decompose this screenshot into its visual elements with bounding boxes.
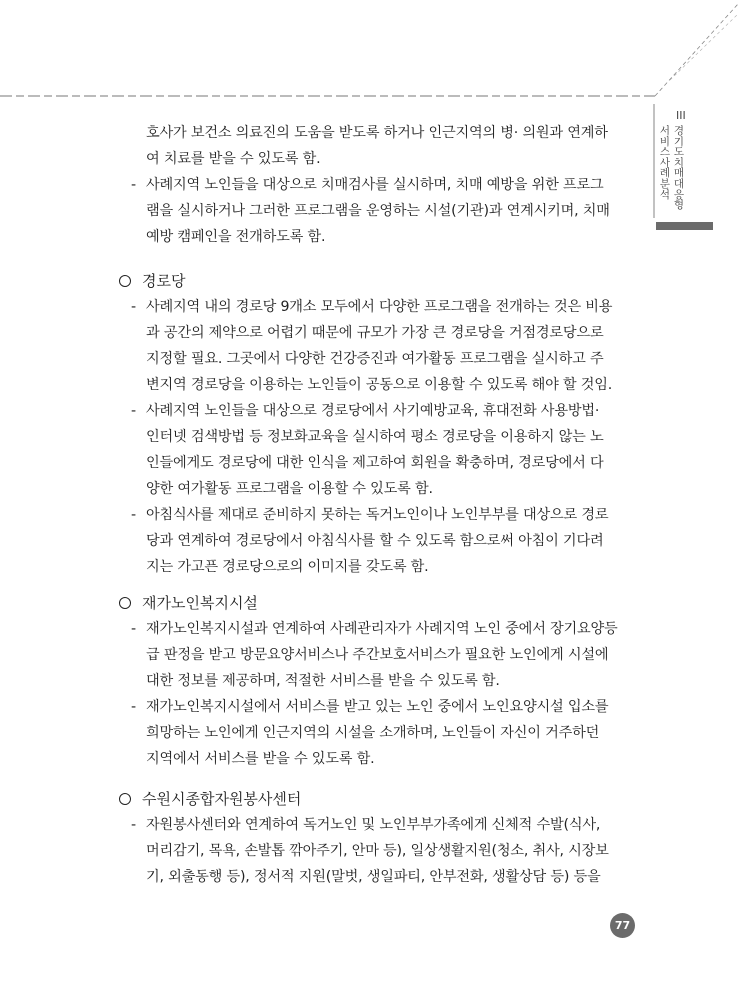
section-circle-icon	[119, 793, 131, 805]
dash-bullet: -	[131, 177, 137, 193]
text-line: 아침식사를 제대로 준비하지 못하는 독거노인이나 노인부부를 대상으로 경로	[146, 507, 609, 523]
section-circle-icon	[119, 597, 131, 609]
text-line: 인들에게도 경로당에 대한 인식을 제고하여 회원을 확충하며, 경로당에서 다	[146, 455, 604, 471]
text-line: 변지역 경로당을 이용하는 노인들이 공동으로 이용할 수 있도록 해야 할 것임.	[146, 377, 613, 393]
section-circle-icon	[119, 275, 131, 287]
text-line: 지역에서 서비스를 받을 수 있도록 함.	[146, 751, 375, 767]
text-line: 머리감기, 목욕, 손발톱 깎아주기, 안마 등), 일상생활지원(청소, 취사, 시장보	[146, 843, 609, 859]
section-heading: 수원시종합자원봉사센터	[142, 790, 302, 808]
dash-bullet: -	[131, 699, 137, 715]
text-line: 과 공간의 제약으로 어렵기 때문에 규모가 가장 큰 경로당을 거점경로당으로	[146, 325, 604, 341]
text-line: 양한 여가활동 프로그램을 이용할 수 있도록 함.	[146, 481, 433, 497]
section-heading: 경로당	[142, 272, 186, 290]
text-line: 재가노인복지시설과 연계하여 사례관리자가 사례지역 노인 중에서 장기요양등	[146, 621, 618, 637]
text-line: 사례지역 노인들을 대상으로 치매검사를 실시하며, 치매 예방을 위한 프로그	[146, 177, 604, 193]
text-line: 호사가 보건소 의료진의 도움을 받도록 하거나 인근지역의 병· 의원과 연계하	[146, 125, 608, 141]
text-line: 지정할 필요. 그곳에서 다양한 건강증진과 여가활동 프로그램을 실시하고 주	[146, 351, 604, 367]
text-line: 지는 가고픈 경로당으로의 이미지를 갖도록 함.	[146, 559, 429, 575]
chapter-number: III	[676, 109, 686, 122]
page-number: 77	[610, 913, 635, 938]
text-line: 사례지역 노인들을 대상으로 경로당에서 사기예방교육, 휴대전화 사용방법·	[146, 403, 600, 419]
dash-bullet: -	[131, 403, 137, 419]
dash-bullet: -	[131, 507, 137, 523]
chapter-bar	[656, 222, 713, 230]
chapter-title-line1: 경기도치매대응형	[673, 125, 685, 212]
text-line: 램을 실시하거나 그러한 프로그램을 운영하는 시설(기관)과 연계시키며, 치매	[146, 203, 610, 219]
dash-bullet: -	[131, 621, 137, 637]
dash-bullet: -	[131, 299, 137, 315]
text-line: 재가노인복지시설에서 서비스를 받고 있는 노인 중에서 노인요양시설 입소를	[146, 699, 609, 715]
text-line: 기, 외출동행 등), 정서적 지원(말벗, 생일파티, 안부전화, 생활상담 등) 등을	[146, 869, 601, 885]
text-line: 당과 연계하여 경로당에서 아침식사를 할 수 있도록 함으로써 아침이 기다려	[146, 533, 604, 549]
text-line: 사례지역 내의 경로당 9개소 모두에서 다양한 프로그램을 전개하는 것은 비용	[146, 299, 613, 315]
text-line: 대한 정보를 제공하며, 적절한 서비스를 받을 수 있도록 함.	[146, 673, 500, 689]
chapter-title-line2: 서비스사례분석	[659, 125, 671, 201]
text-line: 자원봉사센터와 연계하여 독거노인 및 노인부부가족에게 신체적 수발(식사,	[146, 817, 601, 833]
text-line: 여 치료를 받을 수 있도록 함.	[146, 151, 321, 167]
text-line: 급 판정을 받고 방문요양서비스나 주간보호서비스가 필요한 노인에게 시설에	[146, 647, 609, 663]
section-heading: 재가노인복지시설	[142, 594, 258, 612]
text-line: 희망하는 노인에게 인근지역의 시설을 소개하며, 노인들이 자신이 거주하던	[146, 725, 600, 741]
text-line: 예방 캠페인을 전개하도록 함.	[146, 229, 326, 245]
dash-bullet: -	[131, 817, 137, 833]
text-line: 인터넷 검색방법 등 정보화교육을 실시하여 평소 경로당을 이용하지 않는 노	[146, 429, 604, 445]
